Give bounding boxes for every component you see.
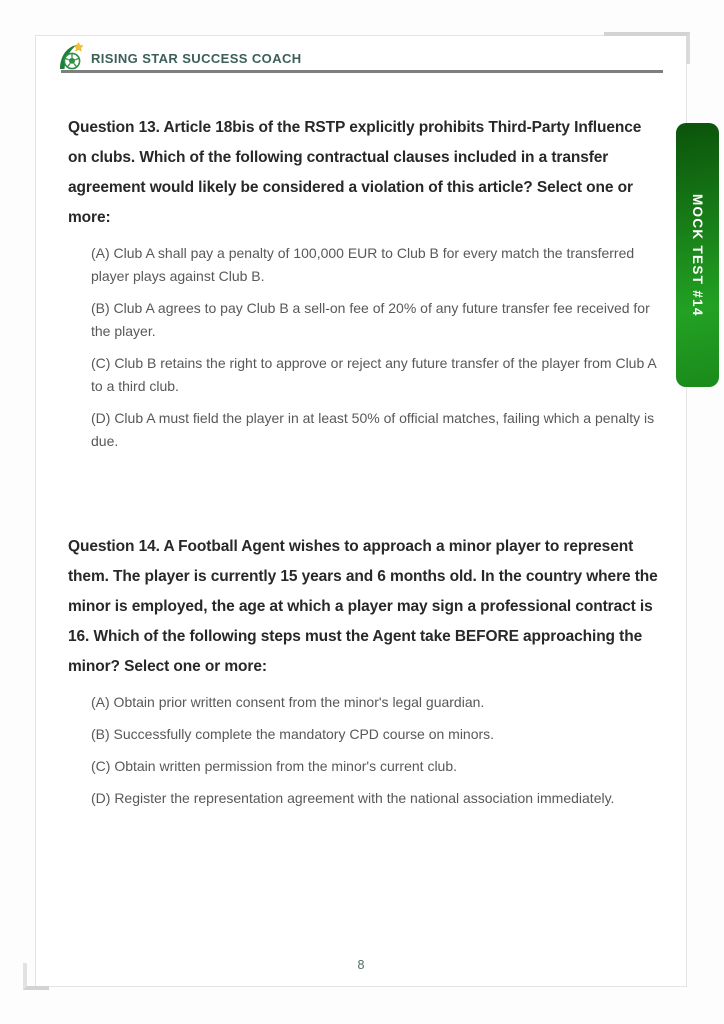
answer-option-b: (B) Club A agrees to pay Club B a sell-on fee of 20% of any future transfer fee received for the player. <box>91 300 650 339</box>
page-corner-top-right <box>604 32 690 64</box>
header-divider <box>61 70 663 73</box>
brand-title: RISING STAR SUCCESS COACH <box>91 51 302 66</box>
answer-option-c: (C) Obtain written permission from the minor's current club. <box>91 758 458 774</box>
answer-option-c: (C) Club B retains the right to approve or reject any future transfer of the player from Club A to a third club. <box>91 355 656 394</box>
answer-option-a: (A) Obtain prior written consent from the minor's legal guardian. <box>91 694 485 710</box>
page-number: 8 <box>357 958 365 972</box>
logo-star <box>74 43 83 52</box>
answer-option-d: (D) Register the representation agreement with the national association immediately. <box>91 790 615 806</box>
soccer-ball-star-logo-icon <box>57 42 84 71</box>
document-page <box>35 35 687 987</box>
question-13-prompt: Question 13. Article 18bis of the RSTP explicitly prohibits Third-Party Influence on clubs. Which of the following contractual clauses included in a transfer agreement would likely be considered a violation of this article? Select one or more: <box>68 119 642 226</box>
answer-option-d: (D) Club A must field the player in at least 50% of official matches, failing which a penalty is due. <box>91 410 655 449</box>
question-14-prompt: Question 14. A Football Agent wishes to approach a minor player to represent them. The player is currently 15 years and 6 months old. In the country where the minor is employed, the age at which a player may sign a professional contract is 16. Which of the following steps must the Agent take BEFORE approaching the minor? Select one or more: <box>68 538 658 675</box>
question-13-options <box>91 242 657 453</box>
answer-option-b: (B) Successfully complete the mandatory CPD course on minors. <box>91 726 495 742</box>
logo-soccer-ball <box>64 53 79 68</box>
question-block-14 <box>68 532 660 810</box>
answer-option-a: (A) Club A shall pay a penalty of 100,000 EUR to Club B for every match the transferred player plays against Club B. <box>91 245 635 284</box>
mock-test-side-tab[interactable] <box>676 123 719 387</box>
side-tab-label: MOCK TEST #14 <box>690 193 705 317</box>
question-block-13 <box>68 113 660 453</box>
page-content <box>68 113 660 819</box>
question-14-options <box>91 691 657 810</box>
